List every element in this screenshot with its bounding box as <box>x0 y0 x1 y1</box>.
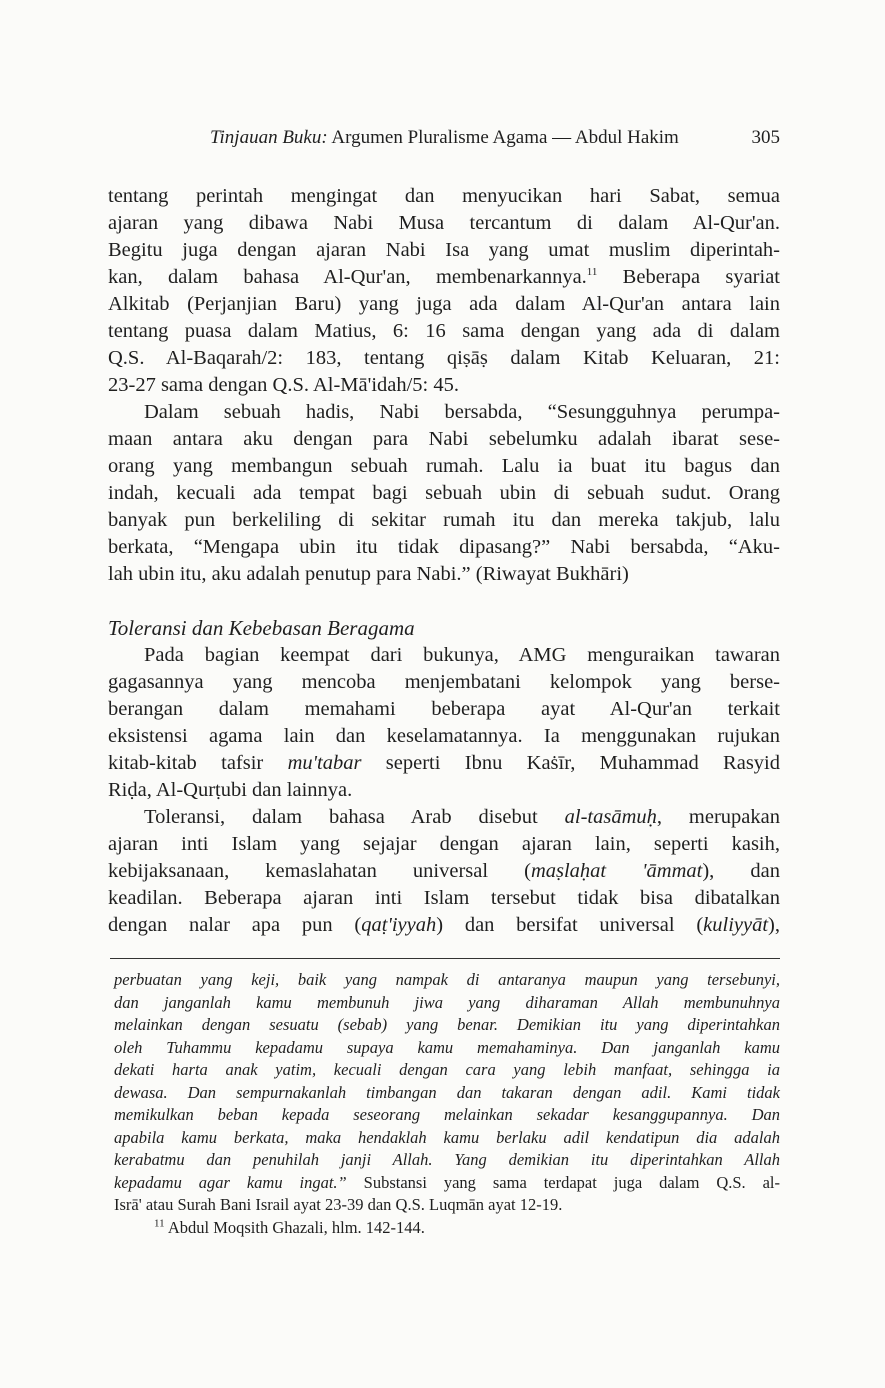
paragraph-hadith <box>108 399 780 588</box>
footnote-line: perbuatan yang keji, baik yang nampak di antaranya maupun yang tersebunyi, <box>114 970 780 989</box>
footnote-11 <box>114 1217 780 1240</box>
text-line: Pada bagian keempat dari bukunya, AMG menguraikan tawaran <box>144 644 780 666</box>
italic-term: maṣlaḥat 'āmmat <box>530 860 703 882</box>
paragraph-toleransi <box>108 804 780 939</box>
text-line: tentang puasa dalam Matius, 6: 16 sama dengan yang ada di dalam <box>108 320 780 342</box>
footnote-line: oleh Tuhammu kepadamu supaya kamu memahaminya. Dan janganlah kamu <box>114 1037 780 1057</box>
text-line: Dalam sebuah hadis, Nabi bersabda, “Sesungguhnya perumpa- <box>144 401 780 423</box>
text-line: lah ubin itu, aku adalah penutup para Nabi.” (Riwayat Bukhāri) <box>108 563 629 585</box>
text-span: Abdul Moqsith Ghazali, hlm. 142-144. <box>167 1217 425 1237</box>
text-span: ) dan bersifat universal ( <box>436 914 704 936</box>
text-line: eksistensi agama lain dan keselamatannya. Ia menggunakan rujukan <box>108 725 780 747</box>
text-span: Beberapa syariat <box>622 266 780 288</box>
text-span: seperti Ibnu Kaṡīr, Muhammad Rasyid <box>385 752 780 774</box>
page-number: 305 <box>751 127 780 148</box>
footnote-line <box>114 1172 780 1195</box>
section-heading: Toleransi dan Kebebasan Beragama <box>108 616 415 640</box>
text-span: ), <box>768 914 780 936</box>
text-span: kitab-kitab tafsir <box>108 752 264 774</box>
text-line <box>108 912 780 939</box>
text-line: gagasannya yang mencoba menjembatani kelompok yang berse- <box>108 671 780 693</box>
text-line <box>108 750 780 777</box>
text-line: berangan dalam memahami beberapa ayat Al-Qur'an terkait <box>108 698 780 720</box>
italic-term: kuliyyāt <box>703 914 769 936</box>
text-line <box>108 264 780 291</box>
text-line: banyak pun berkeliling di sekitar rumah itu dan mereka takjub, lalu <box>108 509 780 531</box>
italic-term: al-tasāmuḥ <box>564 806 657 828</box>
text-line <box>108 858 780 885</box>
text-line: tentang perintah mengingat dan menyucikan hari Sabat, semua <box>108 185 780 207</box>
text-line: keadilan. Beberapa ajaran inti Islam tersebut tidak bisa dibatalkan <box>108 887 780 909</box>
paragraph-sabat <box>108 183 780 399</box>
text-line: berkata, “Mengapa ubin itu tidak dipasang?” Nabi bersabda, “Aku- <box>108 536 780 558</box>
text-span: Toleransi, dalam bahasa Arab disebut <box>144 806 538 828</box>
text-span: kan, dalam bahasa Al-Qur'an, membenarkannya. <box>108 266 587 288</box>
footnotes <box>114 969 780 1239</box>
text-span: Substansi yang sama terdapat juga dalam Q.S. al- <box>363 1172 781 1192</box>
text-line: Begitu juga dengan ajaran Nabi Isa yang umat muslim diperintah- <box>108 239 780 261</box>
footnote-divider <box>110 958 780 959</box>
text-span: ), dan <box>702 860 780 882</box>
body-text <box>108 183 780 939</box>
italic-term: qaṭ'iyyah <box>361 914 437 936</box>
text-line <box>108 804 780 831</box>
text-line: ajaran yang dibawa Nabi Musa tercantum di dalam Al-Qur'an. <box>108 212 780 234</box>
text-line: indah, kecuali ada tempat bagi sebuah ubin di sebuah sudut. Orang <box>108 482 780 504</box>
footnote-line: apabila kamu berkata, maka hendaklah kamu berlaku adil kendatipun dia adalah <box>114 1127 780 1147</box>
paragraph-tawaran <box>108 642 780 804</box>
footnote-line <box>114 1217 780 1240</box>
text-line: 23-27 sama dengan Q.S. Al-Mā'idah/5: 45. <box>108 374 460 396</box>
footnote-line: melainkan dengan sesuatu (sebab) yang benar. Demikian itu yang diperintahkan <box>114 1015 780 1034</box>
text-line: Q.S. Al-Baqarah/2: 183, tentang qiṣāṣ dalam Kitab Keluaran, 21: <box>108 347 780 369</box>
header-title: Argumen Pluralisme Agama — Abdul Hakim <box>331 127 679 148</box>
italic-term: mu'tabar <box>287 752 362 774</box>
text-line: Riḍa, Al-Qurṭubi dan lainnya. <box>108 779 353 801</box>
footnote-line: Isrā' atau Surah Bani Israil ayat 23-39 dan Q.S. Luqmān ayat 12-19. <box>114 1195 563 1214</box>
text-line: ajaran inti Islam yang sejajar dengan ajaran lain, seperti kasih, <box>108 833 780 855</box>
header-book-label: Tinjauan Buku: <box>210 127 328 148</box>
text-span: kebijaksanaan, kemaslahatan universal ( <box>108 860 531 882</box>
footnote-line: dan janganlah kamu membunuh jiwa yang diharaman Allah membunuhnya <box>114 992 780 1012</box>
text-span: , merupakan <box>656 806 781 828</box>
running-header <box>210 126 780 150</box>
footnote-line: memikulkan beban kepada seseorang melainkan sekadar kesanggupannya. Dan <box>114 1105 780 1124</box>
footnote-continuation <box>114 969 780 1217</box>
footnote-line: kerabatmu dan penuhilah janji Allah. Yang demikian itu diperintahkan Allah <box>114 1150 780 1169</box>
text-line: maan antara aku dengan para Nabi sebelumku adalah ibarat sese- <box>108 428 780 450</box>
text-span: dengan nalar apa pun ( <box>108 914 362 936</box>
text-line: Alkitab (Perjanjian Baru) yang juga ada dalam Al-Qur'an antara lain <box>108 293 780 315</box>
footnote-line: dekati harta anak yatim, kecuali dengan cara yang lebih manfaat, sehingga ia <box>114 1060 780 1079</box>
footnote-number: 11 <box>154 1217 165 1229</box>
footnote-line: dewasa. Dan sempurnakanlah timbangan dan takaran dengan adil. Kami tidak <box>114 1082 780 1102</box>
text-span: kepadamu agar kamu ingat.” <box>114 1172 347 1192</box>
text-line: orang yang membangun sebuah rumah. Lalu ia buat itu bagus dan <box>108 455 780 477</box>
footnote-ref: 11 <box>586 266 598 279</box>
